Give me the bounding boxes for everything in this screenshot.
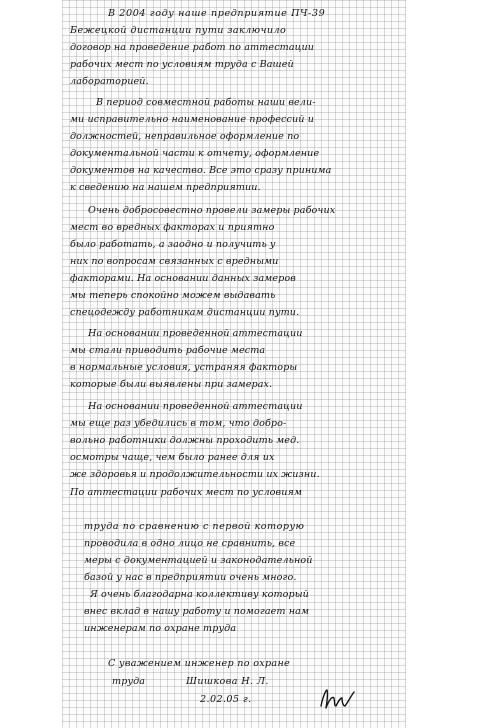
letter-line: же здоровья и продолжительности их жизни. [70,469,320,480]
letter-line: документальной части к отчету, оформление [70,148,320,159]
letter-line: мы теперь спокойно можем выдавать [70,290,276,301]
letter-line: Очень добросовестно провели замеры рабочих [88,205,336,216]
letter-line: По аттестации рабочих мест по условиям [70,487,303,498]
letter-line: в нормальные условия, устраняя факторы [70,362,298,373]
letter-line: договор на проведение работ по аттестации [70,42,315,53]
letter-line: рабочих мест по условиям труда с Вашей [70,59,294,70]
letter-line: документов на качество. Все это сразу принима [70,165,332,176]
signer-name: Шишкова Н. Л. [186,676,269,687]
letter-line: лабораторией. [70,76,149,87]
letter-line: Я очень благодарна коллективу который [90,589,309,600]
letter-line: них по вопросам связанных с вредными [70,256,279,267]
letter-date: 2.02.05 г. [200,694,252,705]
letter-line: факторами. На основании данных замеров [70,273,296,284]
letter-line: На основании проведенной аттестации [88,401,303,412]
letter-line: базой у нас в предприятии очень много. [84,572,297,583]
letter-line: спецодежду работникам дистанции пути. [70,307,300,318]
letter-line: мы еще раз убедились в том, что добро- [70,418,287,429]
letter-line: мы стали приводить рабочие места [70,345,266,356]
letter-line: меры с документацией и законодательной [84,555,313,566]
letter-line: должностей, неправильное оформление по [70,131,300,142]
letter-line: осмотры чаще, чем было ранее для их [70,452,275,463]
letter-line: труда по сравнению с первой которую [84,521,305,532]
letter-line: было работать, а заодно и получить у [70,239,276,250]
closing-phrase: С уважением инженер по охране [108,658,291,669]
letter-line: инженерам по охране труда [84,623,237,634]
letter-line: проводила в одно лицо не сравнить, все [84,538,296,549]
letter-line: В период совместной работы наши вели- [96,97,316,108]
letter-line: к сведению на нашем предприятии. [70,182,261,193]
letter-line: которые были выявлены при замерах. [70,379,273,390]
letter-line: ми исправительно наименование профессий и [70,114,314,125]
letter-line: внес вклад в нашу работу и помогает нам [84,606,310,617]
letter-line: вольно работники должны проходить мед. [70,435,300,446]
letter-line: мест во вредных факторах и приятно [70,222,275,233]
letter-line: Бежецкой дистанции пути заключило [70,25,287,36]
handwritten-signature [318,686,358,712]
letter-line: На основании проведенной аттестации [88,328,303,339]
letter-line: В 2004 году наше предприятие ПЧ-39 [108,8,326,19]
closing-role: труда [112,676,146,687]
